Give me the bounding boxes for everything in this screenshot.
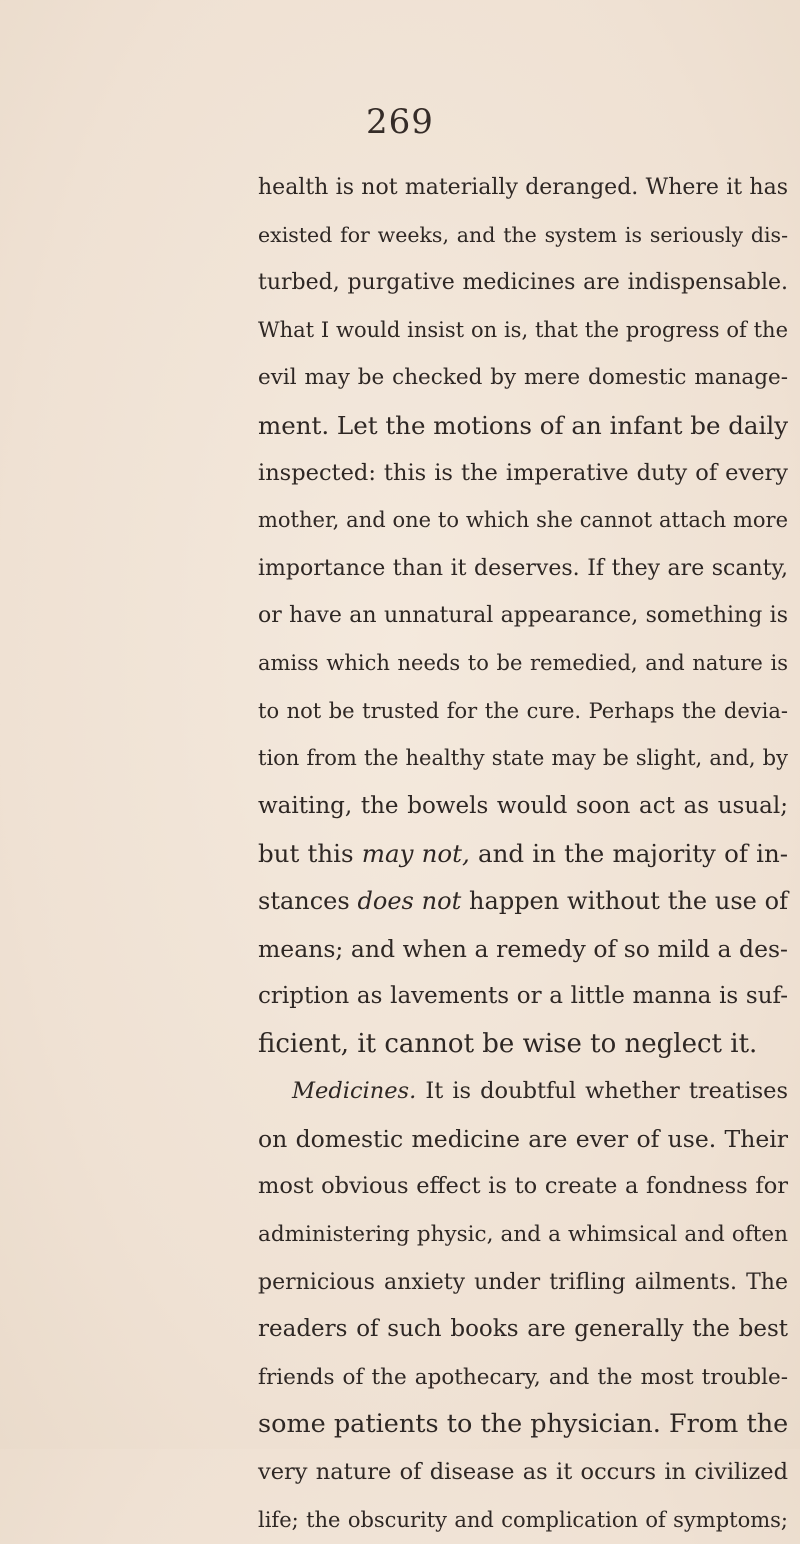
text-line-mixed: [258, 878, 788, 926]
page-number: 269: [366, 102, 434, 142]
italic-run: may not,: [361, 839, 470, 869]
text-run: stances: [258, 886, 358, 915]
text-line: some patients to the physician. From the: [258, 1409, 789, 1440]
text-run: It is doubtful whether treatises: [416, 1078, 788, 1105]
text-line: or have an unnatural appearance, something is: [258, 603, 788, 629]
text-line: ment. Let the motions of an infant be daily: [258, 410, 789, 440]
text-line: turbed, purgative medicines are indispensable.: [258, 270, 788, 296]
text-line: tion from the healthy state may be slight, and, by: [258, 746, 788, 771]
text-line: administering physic, and a whimsical and often: [258, 1222, 788, 1248]
text-line: inspected: this is the imperative duty of every: [258, 459, 788, 486]
text-line: mother, and one to which she cannot attach more: [258, 508, 788, 533]
text-line: evil may be checked by mere domestic manage-: [258, 365, 788, 391]
text-line: amiss which needs to be remedied, and nature is: [258, 650, 788, 675]
text-line: existed for weeks, and the system is seriously dis-: [258, 222, 788, 247]
text-line: cription as lavements or a little manna is suf-: [258, 983, 788, 1010]
text-line: pernicious anxiety under trifling ailments. The: [258, 1269, 788, 1295]
text-line: life; the obscurity and complication of symptoms;: [258, 1507, 788, 1532]
text-line: on domestic medicine are ever of use. Their: [258, 1124, 788, 1153]
text-line: to not be trusted for the cure. Perhaps the devia-: [258, 698, 788, 723]
text-line: means; and when a remedy of so mild a des-: [258, 934, 788, 963]
text-run: and in the majority of in-: [469, 839, 789, 869]
section-heading-italic: Medicines.: [292, 1078, 417, 1105]
text-line: ficient, it cannot be wise to neglect it.: [258, 1028, 758, 1059]
text-line: What I would insist on is, that the progress of the: [258, 317, 788, 342]
body-text: [258, 164, 788, 1544]
paragraph-lead-line: [258, 1068, 788, 1116]
italic-run: does not: [357, 886, 462, 915]
text-line: most obvious effect is to create a fondness for: [258, 1173, 788, 1200]
text-line: health is not materially deranged. Where it has: [258, 175, 788, 200]
text-line: friends of the apothecary, and the most trouble-: [258, 1364, 788, 1390]
text-line-mixed: [258, 830, 788, 878]
text-line: waiting, the bowels would soon act as usual;: [258, 792, 788, 819]
text-line: importance than it deserves. If they are scanty,: [258, 555, 788, 581]
text-run: but this: [258, 839, 362, 869]
text-line: very nature of disease as it occurs in civilized: [258, 1459, 788, 1486]
text-run: happen without the use of: [461, 886, 788, 915]
text-line: readers of such books are generally the best: [258, 1316, 788, 1343]
